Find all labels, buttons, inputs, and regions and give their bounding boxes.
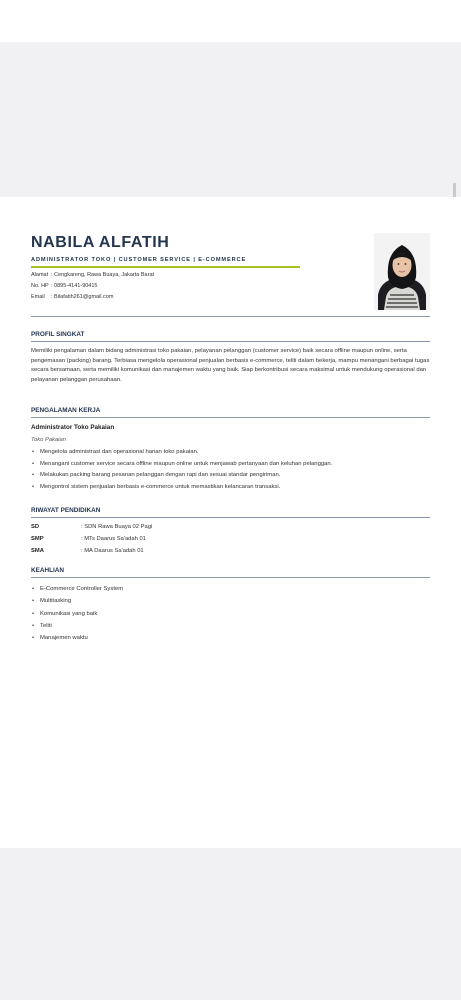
contact-email (31, 294, 113, 300)
profile-photo-illustration (374, 233, 430, 310)
job-duty-item: • Mengontrol sistem penjualan berbasis e-commerce untuk memastikan kelancaran transaksi. (31, 482, 332, 494)
education-row-smp (31, 536, 146, 542)
education-school: : SDN Rawa Buaya 02 Pagi (81, 524, 153, 530)
summary-heading-rule (31, 341, 430, 342)
skill-item: • Teliti (31, 620, 123, 632)
job-company: Toko Pakaian (31, 437, 66, 443)
education-heading: RIWAYAT PENDIDIKAN (31, 507, 101, 514)
education-row-sd (31, 524, 152, 530)
candidate-headline: ADMINISTRATOR TOKO | CUSTOMER SERVICE | E-COMMERCE (31, 257, 247, 263)
contact-address-label: Alamat (31, 272, 49, 278)
contact-phone-label: No. HP (31, 283, 49, 289)
skill-item: • Manajemen waktu (31, 632, 123, 644)
skills-heading: KEAHLIAN (31, 567, 65, 574)
education-level: SD (31, 524, 40, 530)
contact-address-value: : Cengkareng, Rawa Buaya, Jakarta Barat (51, 272, 155, 278)
education-school: : MA Daarus Sa'adah 01 (81, 548, 144, 554)
skill-item: • Komunikasi yang baik (31, 608, 123, 620)
skill-item: • E-Commerce Controller System (31, 583, 123, 595)
contact-phone-value: : 0895-4141-90415 (51, 283, 98, 289)
education-row-sma (31, 548, 144, 554)
viewer-background-bottom (0, 848, 461, 1000)
summary-heading: PROFIL SINGKAT (31, 331, 85, 338)
education-level: SMP (31, 536, 44, 542)
contact-email-value: : Bilafatih261@gmail.com (51, 294, 114, 300)
contact-phone (31, 283, 97, 289)
education-level: SMA (31, 548, 44, 554)
experience-heading: PENGALAMAN KERJA (31, 407, 101, 414)
skills-heading-rule (31, 577, 430, 578)
job-duty-item: • Mengelola administrasi dan operasional harian toko pakaian. (31, 447, 332, 459)
divider-before-summary (31, 316, 430, 317)
job-duty-item: • Melakukan packing barang pesanan pelanggan dengan rapi dan sesuai standar pengiriman. (31, 470, 332, 482)
candidate-name: NABILA ALFATIH (31, 234, 170, 251)
viewer-background-top (0, 42, 461, 197)
job-title: Administrator Toko Pakaian (31, 424, 115, 431)
skill-item: • Multitasking (31, 595, 123, 607)
job-duty-item: • Menangani customer service secara offline maupun online untuk menjawab pertanyaan dan keluhan pelanggan. (31, 459, 332, 471)
contact-address (31, 272, 154, 278)
summary-text: Memiliki pengalaman dalam bidang administrasi toko pakaian, pelayanan pelanggan (customer service) baik secara offline maupun online, serta pengemasan (packing) barang. Terbiasa mengelola operasional penjualan berbasis e-commerce, teliti dalam bekerja, mampu menangani berbagai tugas secara bersamaan, serta memiliki komunikasi dan manajemen waktu yang baik. Siap berkontribusi secara maksimal untuk mendukung operasional dan pelayanan pelanggan perusahaan. (31, 348, 430, 383)
contact-email-label: Email (31, 294, 45, 300)
experience-heading-rule (31, 417, 430, 418)
education-heading-rule (31, 517, 430, 518)
education-school: : MTs Daarus Sa'adah 01 (81, 536, 146, 542)
skills-list (31, 583, 123, 644)
profile-photo (374, 233, 430, 310)
headline-underline (31, 266, 300, 268)
job-duties-list (31, 447, 332, 493)
